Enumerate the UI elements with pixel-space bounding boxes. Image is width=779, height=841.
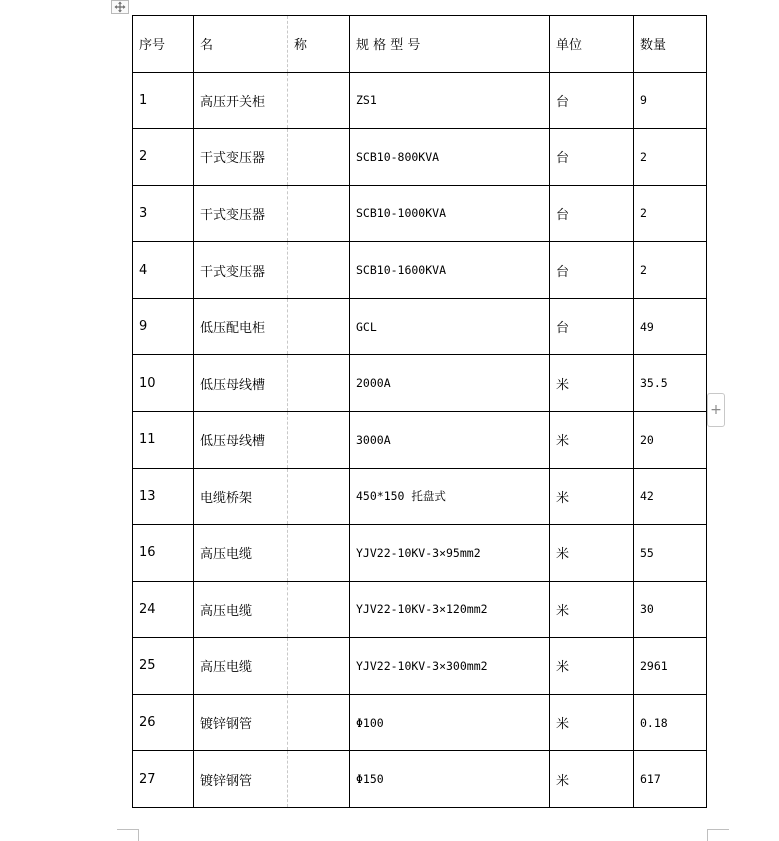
header-spec[interactable]: 规 格 型 号 bbox=[350, 16, 550, 73]
cell-unit[interactable]: 台 bbox=[550, 129, 634, 186]
header-index[interactable]: 序号 bbox=[133, 16, 194, 73]
cell-qty[interactable]: 55 bbox=[634, 525, 707, 582]
header-qty[interactable]: 数量 bbox=[634, 16, 707, 73]
cell-name[interactable]: 高压电缆 bbox=[194, 638, 288, 695]
cell-spec[interactable]: GCL bbox=[350, 298, 550, 355]
header-name-part2[interactable]: 称 bbox=[288, 16, 350, 73]
equipment-table bbox=[132, 15, 707, 808]
cell-qty[interactable]: 49 bbox=[634, 298, 707, 355]
cell-name-extra[interactable] bbox=[288, 411, 350, 468]
table-row bbox=[133, 751, 707, 808]
cell-name[interactable]: 低压母线槽 bbox=[194, 355, 288, 412]
cell-qty[interactable]: 2961 bbox=[634, 638, 707, 695]
cell-unit[interactable]: 米 bbox=[550, 355, 634, 412]
table-row bbox=[133, 525, 707, 582]
cell-index[interactable]: 10 bbox=[133, 355, 194, 412]
cell-qty[interactable]: 20 bbox=[634, 411, 707, 468]
cell-index[interactable]: 2 bbox=[133, 129, 194, 186]
cell-unit[interactable]: 台 bbox=[550, 72, 634, 129]
cell-name-extra[interactable] bbox=[288, 185, 350, 242]
cell-qty[interactable]: 42 bbox=[634, 468, 707, 525]
cell-unit[interactable]: 台 bbox=[550, 242, 634, 299]
cell-unit[interactable]: 米 bbox=[550, 411, 634, 468]
cell-index[interactable]: 16 bbox=[133, 525, 194, 582]
cell-name[interactable]: 干式变压器 bbox=[194, 242, 288, 299]
cell-spec[interactable]: SCB10-800KVA bbox=[350, 129, 550, 186]
cell-name-extra[interactable] bbox=[288, 581, 350, 638]
cell-spec[interactable]: Φ150 bbox=[350, 751, 550, 808]
cell-name[interactable]: 高压电缆 bbox=[194, 525, 288, 582]
cell-name[interactable]: 低压母线槽 bbox=[194, 411, 288, 468]
cell-name[interactable]: 镀锌钢管 bbox=[194, 751, 288, 808]
header-name-part1[interactable]: 名 bbox=[194, 16, 288, 73]
table-move-handle[interactable] bbox=[111, 0, 129, 14]
header-unit[interactable]: 单位 bbox=[550, 16, 634, 73]
cell-spec[interactable]: YJV22-10KV-3×300mm2 bbox=[350, 638, 550, 695]
cell-spec[interactable]: SCB10-1000KVA bbox=[350, 185, 550, 242]
table-row bbox=[133, 298, 707, 355]
cell-spec[interactable]: Φ100 bbox=[350, 694, 550, 751]
cell-name-extra[interactable] bbox=[288, 242, 350, 299]
cell-name[interactable]: 干式变压器 bbox=[194, 129, 288, 186]
cell-spec[interactable]: YJV22-10KV-3×95mm2 bbox=[350, 525, 550, 582]
cell-name[interactable]: 镀锌钢管 bbox=[194, 694, 288, 751]
cell-spec[interactable]: 2000A bbox=[350, 355, 550, 412]
cell-name-extra[interactable] bbox=[288, 298, 350, 355]
table-row bbox=[133, 638, 707, 695]
table-row bbox=[133, 72, 707, 129]
cell-unit[interactable]: 米 bbox=[550, 751, 634, 808]
cell-qty[interactable]: 2 bbox=[634, 129, 707, 186]
cell-name-extra[interactable] bbox=[288, 468, 350, 525]
cell-name-extra[interactable] bbox=[288, 72, 350, 129]
cell-name-extra[interactable] bbox=[288, 355, 350, 412]
cell-name[interactable]: 干式变压器 bbox=[194, 185, 288, 242]
table-row bbox=[133, 411, 707, 468]
table-row bbox=[133, 694, 707, 751]
cell-qty[interactable]: 0.18 bbox=[634, 694, 707, 751]
cell-qty[interactable]: 2 bbox=[634, 242, 707, 299]
cell-index[interactable]: 27 bbox=[133, 751, 194, 808]
cell-index[interactable]: 9 bbox=[133, 298, 194, 355]
page-corner-mark-right bbox=[707, 829, 729, 841]
cell-spec[interactable]: 3000A bbox=[350, 411, 550, 468]
table-row bbox=[133, 185, 707, 242]
cell-qty[interactable]: 30 bbox=[634, 581, 707, 638]
cell-index[interactable]: 1 bbox=[133, 72, 194, 129]
cell-spec[interactable]: 450*150 托盘式 bbox=[350, 468, 550, 525]
table-row bbox=[133, 581, 707, 638]
cell-name[interactable]: 电缆桥架 bbox=[194, 468, 288, 525]
cell-unit[interactable]: 米 bbox=[550, 638, 634, 695]
cell-qty[interactable]: 9 bbox=[634, 72, 707, 129]
cell-index[interactable]: 24 bbox=[133, 581, 194, 638]
table-row bbox=[133, 355, 707, 412]
cell-qty[interactable]: 35.5 bbox=[634, 355, 707, 412]
page-corner-mark-left bbox=[117, 829, 139, 841]
cell-name-extra[interactable] bbox=[288, 694, 350, 751]
table-row bbox=[133, 242, 707, 299]
cell-index[interactable]: 13 bbox=[133, 468, 194, 525]
table-row bbox=[133, 129, 707, 186]
cell-spec[interactable]: ZS1 bbox=[350, 72, 550, 129]
cell-spec[interactable]: SCB10-1600KVA bbox=[350, 242, 550, 299]
cell-unit[interactable]: 米 bbox=[550, 525, 634, 582]
move-arrows-icon bbox=[114, 1, 126, 13]
cell-name-extra[interactable] bbox=[288, 751, 350, 808]
cell-qty[interactable]: 617 bbox=[634, 751, 707, 808]
cell-unit[interactable]: 米 bbox=[550, 694, 634, 751]
add-column-button[interactable] bbox=[707, 393, 725, 427]
cell-unit[interactable]: 台 bbox=[550, 185, 634, 242]
cell-index[interactable]: 26 bbox=[133, 694, 194, 751]
cell-name[interactable]: 高压开关柜 bbox=[194, 72, 288, 129]
cell-spec[interactable]: YJV22-10KV-3×120mm2 bbox=[350, 581, 550, 638]
plus-icon: + bbox=[710, 402, 722, 418]
cell-unit[interactable]: 台 bbox=[550, 298, 634, 355]
table-row bbox=[133, 468, 707, 525]
cell-name[interactable]: 低压配电柜 bbox=[194, 298, 288, 355]
cell-name[interactable]: 高压电缆 bbox=[194, 581, 288, 638]
header-row bbox=[133, 16, 707, 73]
cell-index[interactable]: 25 bbox=[133, 638, 194, 695]
cell-unit[interactable]: 米 bbox=[550, 468, 634, 525]
cell-qty[interactable]: 2 bbox=[634, 185, 707, 242]
cell-index[interactable]: 3 bbox=[133, 185, 194, 242]
cell-index[interactable]: 4 bbox=[133, 242, 194, 299]
cell-name-extra[interactable] bbox=[288, 638, 350, 695]
cell-name-extra[interactable] bbox=[288, 129, 350, 186]
cell-name-extra[interactable] bbox=[288, 525, 350, 582]
cell-index[interactable]: 11 bbox=[133, 411, 194, 468]
cell-unit[interactable]: 米 bbox=[550, 581, 634, 638]
